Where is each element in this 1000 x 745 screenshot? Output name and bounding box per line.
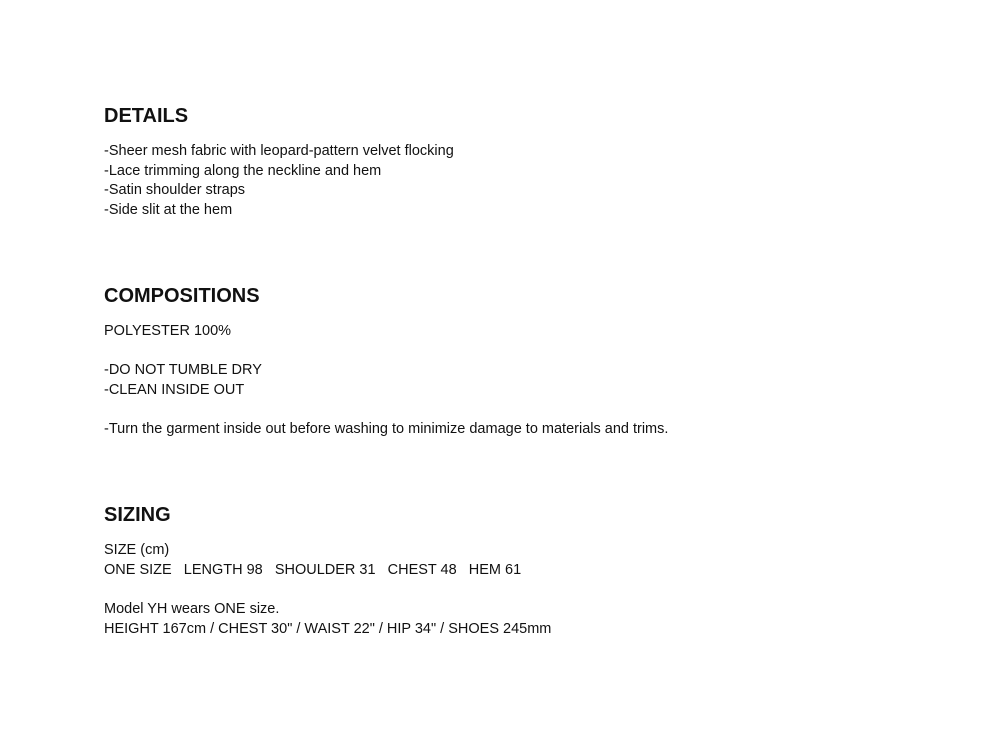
size-unit-label: SIZE (cm) bbox=[104, 542, 170, 558]
care-item: -CLEAN INSIDE OUT bbox=[104, 382, 245, 399]
compositions-title: COMPOSITIONS bbox=[104, 285, 260, 307]
sizing-body bbox=[104, 541, 964, 640]
spacer bbox=[104, 580, 964, 600]
details-item: -Satin shoulder straps bbox=[104, 182, 246, 199]
sizing-title: SIZING bbox=[104, 504, 171, 526]
spacer bbox=[104, 401, 964, 421]
care-note: -Turn the garment inside out before washing to minimize damage to materials and trims. bbox=[104, 421, 669, 438]
details-list bbox=[104, 142, 964, 221]
details-item: -Side slit at the hem bbox=[104, 202, 233, 219]
model-measurements: HEIGHT 167cm / CHEST 30" / WAIST 22" / HIP 34" / SHOES 245mm bbox=[104, 620, 552, 637]
material-text: POLYESTER 100% bbox=[104, 323, 232, 339]
compositions-body bbox=[104, 322, 964, 440]
model-info: Model YH wears ONE size. bbox=[104, 601, 280, 618]
compositions-section bbox=[104, 284, 964, 440]
care-item: -DO NOT TUMBLE DRY bbox=[104, 362, 262, 379]
details-item: -Lace trimming along the neckline and hem bbox=[104, 162, 382, 179]
sizing-section bbox=[104, 503, 964, 640]
details-item: -Sheer mesh fabric with leopard-pattern velvet flocking bbox=[104, 143, 454, 159]
details-title: DETAILS bbox=[104, 105, 189, 127]
details-section bbox=[104, 104, 964, 221]
spacer bbox=[104, 342, 964, 362]
size-measurements: ONE SIZE LENGTH 98 SHOULDER 31 CHEST 48 HEM 61 bbox=[104, 561, 522, 578]
